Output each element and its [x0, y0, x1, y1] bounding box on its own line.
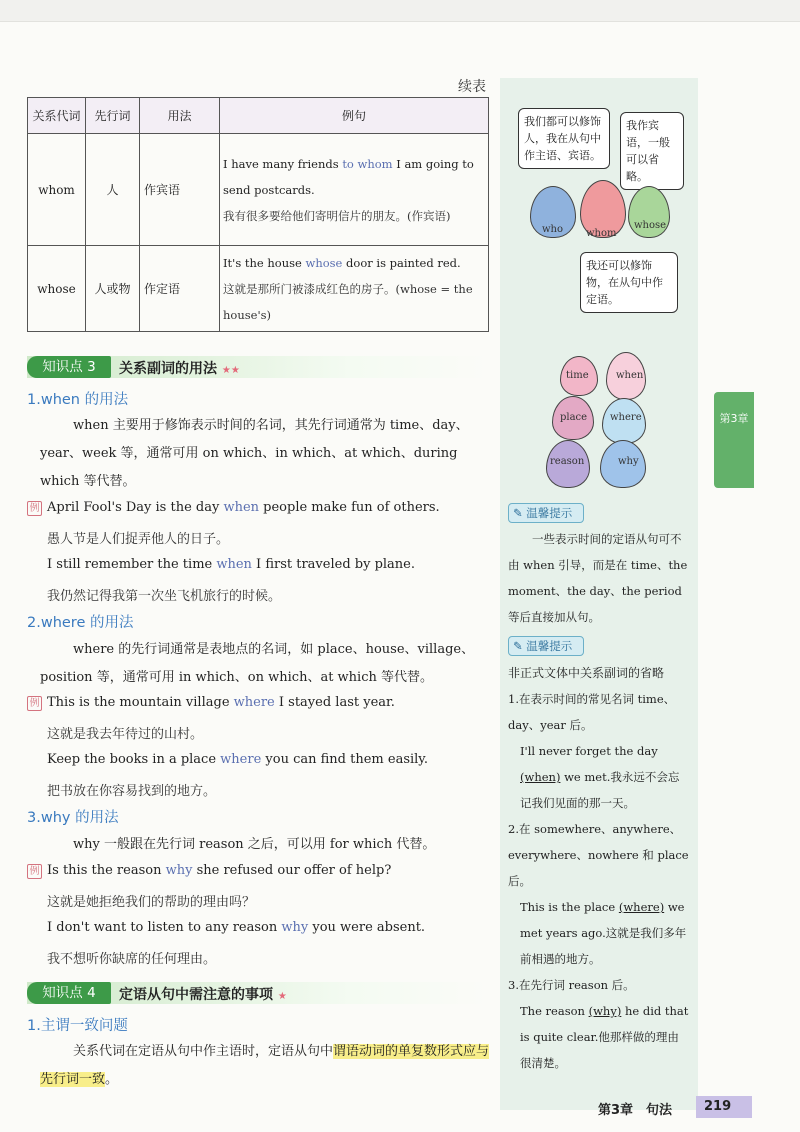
example-en: It's the house whose door is painted red.	[223, 255, 461, 270]
section-title: 关系副词的用法 ★★	[119, 361, 240, 377]
example-cell	[220, 134, 489, 246]
example-en: I have many friends to whom I am going to send postcards.	[223, 156, 474, 197]
example-translation: 这就是她拒绝我们的帮助的理由吗？	[47, 895, 256, 910]
table-header: 例句	[220, 98, 489, 134]
tip-label: ✎ 温馨提示	[508, 636, 584, 656]
example-icon: 例	[27, 864, 42, 879]
example-sentence: This is the mountain village where I stayed last year.	[47, 695, 395, 710]
paragraph: where 的先行词通常是表地点的名词，如 place、house、village、position 等，通常可用 in which、on which、at which 等代替。	[40, 642, 475, 685]
egg-label: reason	[550, 456, 585, 467]
highlighted-text: 谓语动词的单复数形式应与先行词一致	[40, 1044, 490, 1087]
tip-item	[508, 972, 690, 1076]
table-header-row	[28, 98, 489, 134]
section-number: 知识点 3	[27, 356, 111, 378]
pronoun-cell: whose	[28, 246, 86, 332]
tip-item	[508, 816, 690, 972]
example-sentence: Keep the books in a place where you can find them easily.	[47, 752, 429, 767]
footer-chapter: 第3章 句法	[598, 1103, 673, 1118]
subsection-title: 2.where 的用法	[27, 615, 134, 631]
example-sentence: I still remember the time when I first traveled by plane.	[47, 557, 415, 572]
example-cell	[220, 246, 489, 332]
relative-pronoun-table	[27, 97, 489, 332]
page-number: 219	[696, 1096, 752, 1118]
example-zh: 我有很多要给他们寄明信片的朋友。(作宾语)	[223, 208, 451, 223]
example-translation: 我仍然记得我第一次坐飞机旅行的时候。	[47, 589, 282, 604]
table-row	[28, 246, 489, 332]
antecedent-cell: 人	[86, 134, 140, 246]
tip-item-head: 2.在 somewhere、anywhere、everywhere、nowhere 和 place 后。	[508, 822, 689, 888]
top-margin-strip	[0, 0, 800, 22]
paragraph: why 一般跟在先行词 reason 之后，可以用 for which 代替。	[73, 837, 436, 852]
continued-label: 续表	[458, 79, 486, 95]
lightbulb-icon: ✎	[513, 506, 523, 520]
section-header-kp3	[27, 356, 489, 378]
example-icon: 例	[27, 696, 42, 711]
egg-label: when	[616, 370, 644, 381]
tip-title: 非正式文体中关系副词的省略	[508, 666, 665, 680]
example-translation: 这就是我去年待过的山村。	[47, 727, 204, 742]
example-icon: 例	[27, 501, 42, 516]
table-row	[28, 134, 489, 246]
subsection-title: 3.why 的用法	[27, 810, 119, 826]
example-translation: 我不想听你缺席的任何理由。	[47, 952, 217, 967]
speech-bubble: 我还可以修饰物，在从句中作定语。	[580, 252, 678, 313]
importance-stars: ★	[277, 991, 287, 1002]
usage-cell: 作宾语	[140, 134, 220, 246]
tip-item-head: 3.在先行词 reason 后。	[508, 978, 635, 992]
example-sentence: April Fool's Day is the day when people make fun of others.	[47, 500, 440, 515]
usage-cell: 作定语	[140, 246, 220, 332]
example-translation: 把书放在你容易找到的地方。	[47, 784, 217, 799]
subsection-title: 1.主谓一致问题	[27, 1018, 128, 1034]
tip-item-example: The reason (why) he did that is quite clear.他那样做的理由很清楚。	[520, 1004, 689, 1070]
paragraph: 关系代词在定语从句中作主语时，定语从句中谓语动词的单复数形式应与先行词一致。	[40, 1044, 490, 1087]
table-header: 先行词	[86, 98, 140, 134]
speech-bubble: 我们都可以修饰人，我在从句中作主语、宾语。	[518, 108, 610, 169]
example-translation: 愚人节是人们捉弄他人的日子。	[47, 532, 230, 547]
section-header-kp4	[27, 982, 489, 1004]
tip-item	[508, 686, 690, 816]
egg-label: whose	[634, 220, 667, 231]
section-number: 知识点 4	[27, 982, 111, 1004]
egg-label: whom	[586, 228, 617, 239]
section-title: 定语从句中需注意的事项 ★	[119, 987, 287, 1003]
table-header: 关系代词	[28, 98, 86, 134]
antecedent-cell: 人或物	[86, 246, 140, 332]
egg-label: why	[618, 456, 639, 467]
tip-text: 一些表示时间的定语从句可不由 when 引导，而是在 time、the moment、the day、the period 等后直接加从句。	[508, 532, 688, 624]
egg-label: time	[566, 370, 589, 381]
tip-label: ✎ 温馨提示	[508, 503, 584, 523]
subsection-title: 1.when 的用法	[27, 392, 129, 408]
tip-item-head: 1.在表示时间的常见名词 time、day、year 后。	[508, 692, 676, 732]
paragraph: when 主要用于修饰表示时间的名词，其先行词通常为 time、day、year、week 等，通常可用 on which、in which、at which、during which 等代替。	[40, 418, 469, 489]
table-header: 用法	[140, 98, 220, 134]
speech-bubble: 我作宾语，一般可以省略。	[620, 112, 684, 190]
tip-item-example: I'll never forget the day (when) we met.我永远不会忘记我们见面的那一天。	[520, 744, 680, 810]
egg-label: where	[610, 412, 642, 423]
tip-item-example: This is the place (where) we met years ago.这就是我们多年前相遇的地方。	[520, 900, 687, 966]
tip-list	[508, 686, 690, 1076]
egg-label: place	[560, 412, 588, 423]
egg-label: who	[542, 224, 564, 235]
example-sentence: I don't want to listen to any reason why you were absent.	[47, 920, 426, 935]
lightbulb-icon: ✎	[513, 639, 523, 653]
chapter-tab: 第3章	[714, 392, 754, 488]
importance-stars: ★★	[221, 365, 240, 376]
pronoun-cell: whom	[28, 134, 86, 246]
example-sentence: Is this the reason why she refused our offer of help?	[47, 863, 392, 878]
example-zh: 这就是那所门被漆成红色的房子。(whose = the house's)	[223, 281, 473, 322]
